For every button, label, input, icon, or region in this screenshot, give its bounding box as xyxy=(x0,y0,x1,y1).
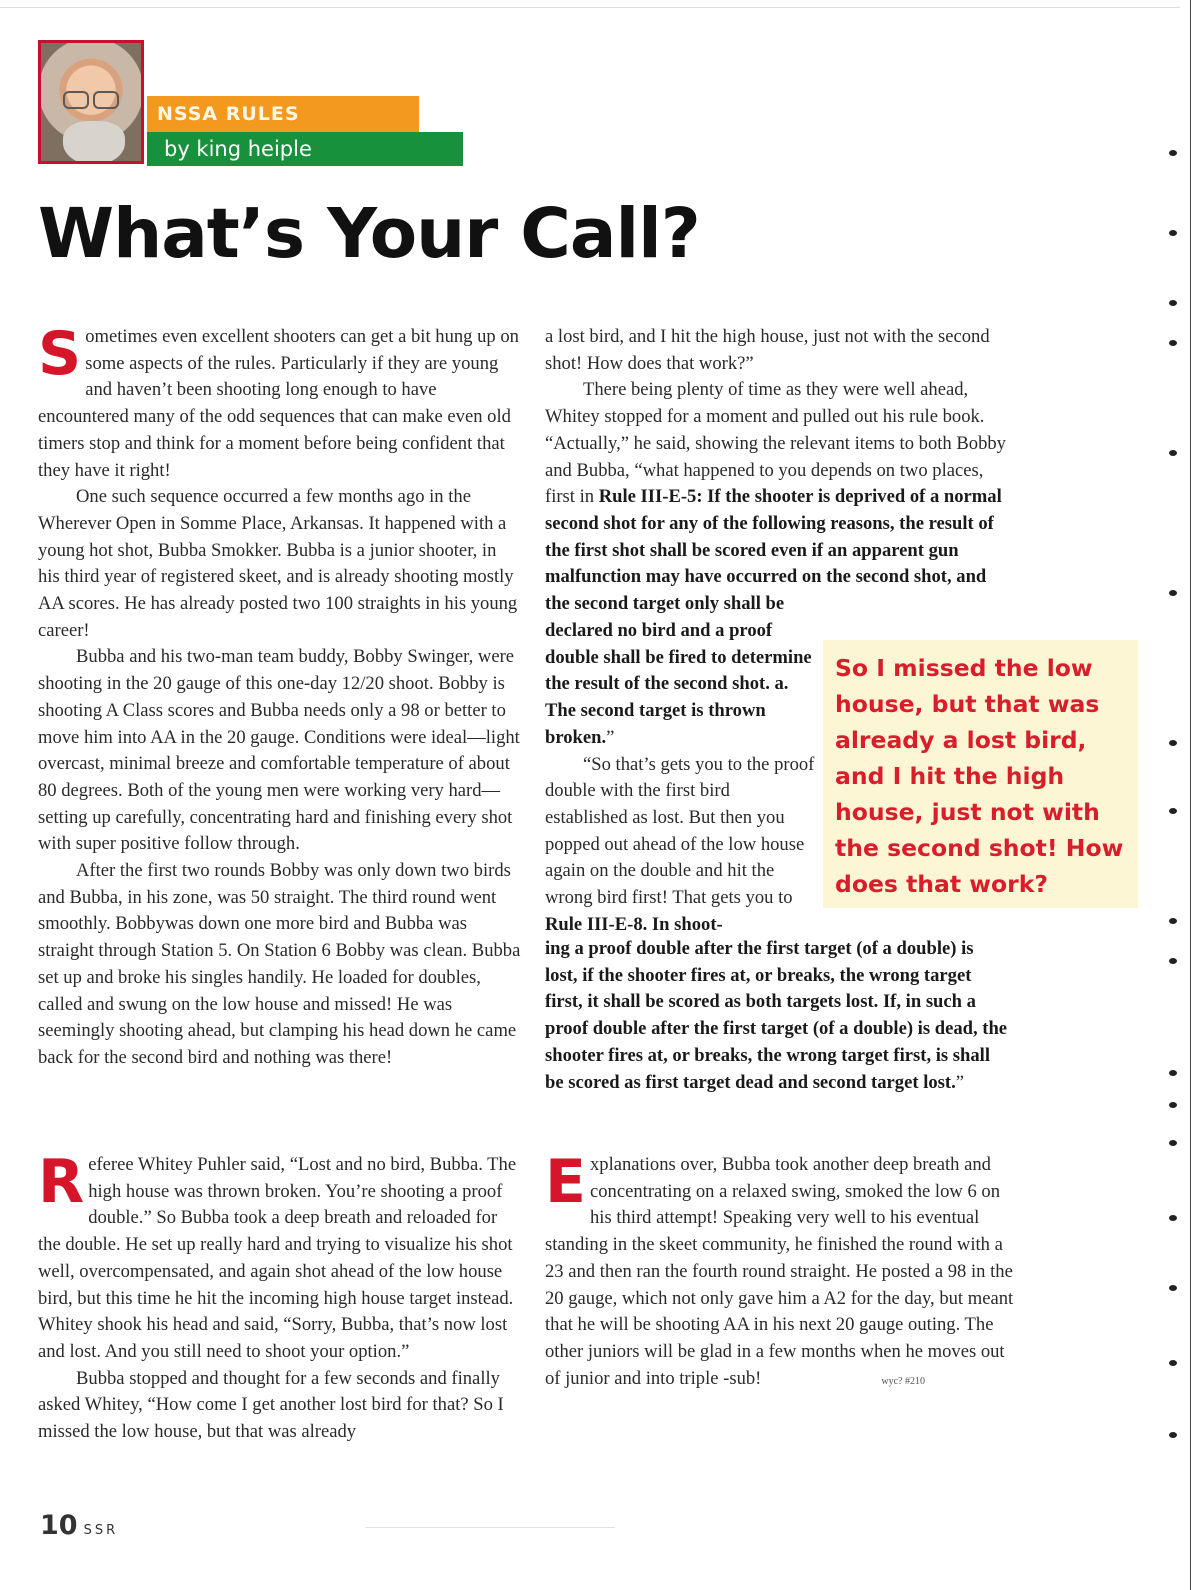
punch-hole xyxy=(1169,1215,1177,1221)
column-2-rule xyxy=(545,936,1010,1096)
column-1-bottom xyxy=(38,1147,521,1446)
punch-hole xyxy=(1169,918,1177,924)
author-photo xyxy=(38,40,144,164)
column-2-top xyxy=(545,324,1015,618)
punch-hole xyxy=(1169,1102,1177,1108)
paragraph: One such sequence occurred a few months ago in the Wherever Open in Somme Place, Arkansas. It happened with a young hot shot, Bubba Smokker. Bubba is a junior shooter, in his third year of registered skeet, and is already shooting mostly AA scores. He has already posted two 100 straights in his young career! xyxy=(38,486,518,641)
column-header xyxy=(38,40,438,168)
page-footer xyxy=(40,1510,118,1541)
rule-text: Rule III-E-5: If the shooter is deprived of a normal second shot for any of the following reasons, the result of the first shot shall be scored even if an apparent gun malfunction may have occurred on the second shot, and the second target only shall be xyxy=(545,486,1002,615)
bottom-rule xyxy=(365,1527,615,1528)
paragraph: Bubba and his two-man team buddy, Bobby Swinger, were shooting in the 20 gauge of this one-day 12/20 shoot. Bobby is shooting A Class scores and Bubba needs only a 98 or better to move him into AA in the 20 gauge. Conditions were ideal—light overcast, minimal breeze and comfortable temperature of about 80 degrees. Both of the young men were working very hard—setting up carefully, concentrating hard and finishing every shot with super positive follow through. xyxy=(38,646,520,855)
rule-text: declared no bird and a proof double shall be fired to determine the result of the second shot. a. The second target is thrown broken. xyxy=(545,620,812,748)
drop-cap: S xyxy=(38,319,82,389)
paragraph xyxy=(38,319,521,484)
paragraph-text: xplanations over, Bubba took another deep breath and concentrating on a relaxed swing, smoked the low 6 on his third attempt! Speaking very well to his eventual standing in the skeet community, he finished the round with a 23 and then ran the fourth round straight. He posted a 98 in the 20 gauge, which not only gave him a A2 for the day, but meant that he will be shooting AA in his next 20 gauge outing. The other juniors will be glad in a few months when he moves out of junior and into triple -sub! xyxy=(545,1154,1014,1389)
footnote: wyc? #210 xyxy=(881,1375,925,1387)
top-rule xyxy=(0,7,1180,8)
punch-hole xyxy=(1169,958,1177,964)
rule-text: ing a proof double after the first target (of a double) is lost, if the shooter fires at, or breaks, the wrong target first, it shall be scored as both targets lost. If, in such a proof double after the first target (of a double) is dead, the shooter fires at, or breaks, the wrong target first, is shall be scored as first target dead and second target lost. xyxy=(545,938,1008,1093)
punch-hole xyxy=(1169,808,1177,814)
punch-hole xyxy=(1169,340,1177,346)
punch-hole xyxy=(1169,450,1177,456)
drop-cap: E xyxy=(545,1147,586,1217)
byline: by king heiple xyxy=(147,132,463,166)
section-label: NSSA RULES xyxy=(147,96,419,132)
paragraph xyxy=(38,1147,521,1366)
paragraph: a lost bird, and I hit the high house, just not with the second shot! How does that work?” xyxy=(545,326,990,374)
column-2-narrow xyxy=(545,618,815,938)
paragraph-text: There being plenty of time as they were well ahead, Whitey stopped for a moment and pulled out his rule book. “Actually,” he said, showing the relevant items to both Bobby and Bubba, “what happened to you depends on two places, first in xyxy=(545,379,1006,508)
paragraph-text: ometimes even excellent shooters can get a bit hung up on some aspects of the rules. Particularly if they are young and haven’t been shooting long enough to have encountered many of the odd sequences that can make even old timers stop and think for a moment before being confident that they have it right! xyxy=(38,326,519,481)
punch-hole xyxy=(1169,1285,1177,1291)
paragraph-text: ” xyxy=(955,1071,964,1093)
punch-hole xyxy=(1169,1360,1177,1366)
rule-text: Rule III-E-8. In shoot- xyxy=(545,913,723,935)
pull-quote: So I missed the low house, but that was already a lost bird, and I hit the high house, just not with the second shot! How does that work? xyxy=(823,640,1138,908)
paragraph xyxy=(545,936,1010,1096)
page-edge xyxy=(1190,0,1191,1590)
punch-hole xyxy=(1169,1070,1177,1076)
drop-cap: R xyxy=(38,1147,85,1217)
paragraph xyxy=(545,1147,1015,1395)
glasses-graphic xyxy=(61,91,123,111)
paragraph-text: “So that’s gets you to the proof double with the first bird established as lost. But then you popped out ahead of the low house again on the double and hit the wrong bird first! That gets you to xyxy=(545,753,815,909)
paragraph xyxy=(545,618,815,752)
punch-hole xyxy=(1169,1140,1177,1146)
paragraph xyxy=(545,752,815,939)
punch-hole xyxy=(1169,740,1177,746)
punch-hole xyxy=(1169,1432,1177,1438)
punch-hole xyxy=(1169,590,1177,596)
column-2-bottom xyxy=(545,1147,1015,1395)
paragraph: After the first two rounds Bobby was only down two birds and Bubba, in his zone, was 50 straight. The third round went smoothly. Bobbywas down one more bird and Bubba was straight through Station 5. On Station 6 Bobby was clean. Bubba set up and broke his singles handily. He loaded for doubles, called and swung on the low house and missed! He was seemingly shooting ahead, but clamping his head down he came back for the second bird and nothing was there! xyxy=(38,860,521,1068)
punch-hole xyxy=(1169,150,1177,156)
column-1-top xyxy=(38,319,521,1072)
beard-graphic xyxy=(63,121,125,164)
page-number: 10 xyxy=(40,1510,78,1541)
magazine-name: SSR xyxy=(83,1523,119,1538)
paragraph-text: ” xyxy=(606,726,615,748)
punch-hole xyxy=(1169,300,1177,306)
paragraph-text: eferee Whitey Puhler said, “Lost and no bird, Bubba. The high house was thrown broken. You’re shooting a proof double.” So Bubba took a deep breath and reloaded for the double. He set up really hard and trying to visualize his shot well, overcompensated, and again shot ahead of the low house bird, but this time he hit the incoming high house target instead. Whitey shook his head and said, “Sorry, Bubba, that’s now lost and lost. And you still need to shoot your option.” xyxy=(38,1154,517,1362)
paragraph: Bubba stopped and thought for a few seconds and finally asked Whitey, “How come I get another lost bird for that? So I missed the low house, but that was already xyxy=(38,1367,504,1443)
punch-hole xyxy=(1169,230,1177,236)
article-title: What’s Your Call? xyxy=(38,194,700,274)
paragraph xyxy=(545,377,1015,617)
